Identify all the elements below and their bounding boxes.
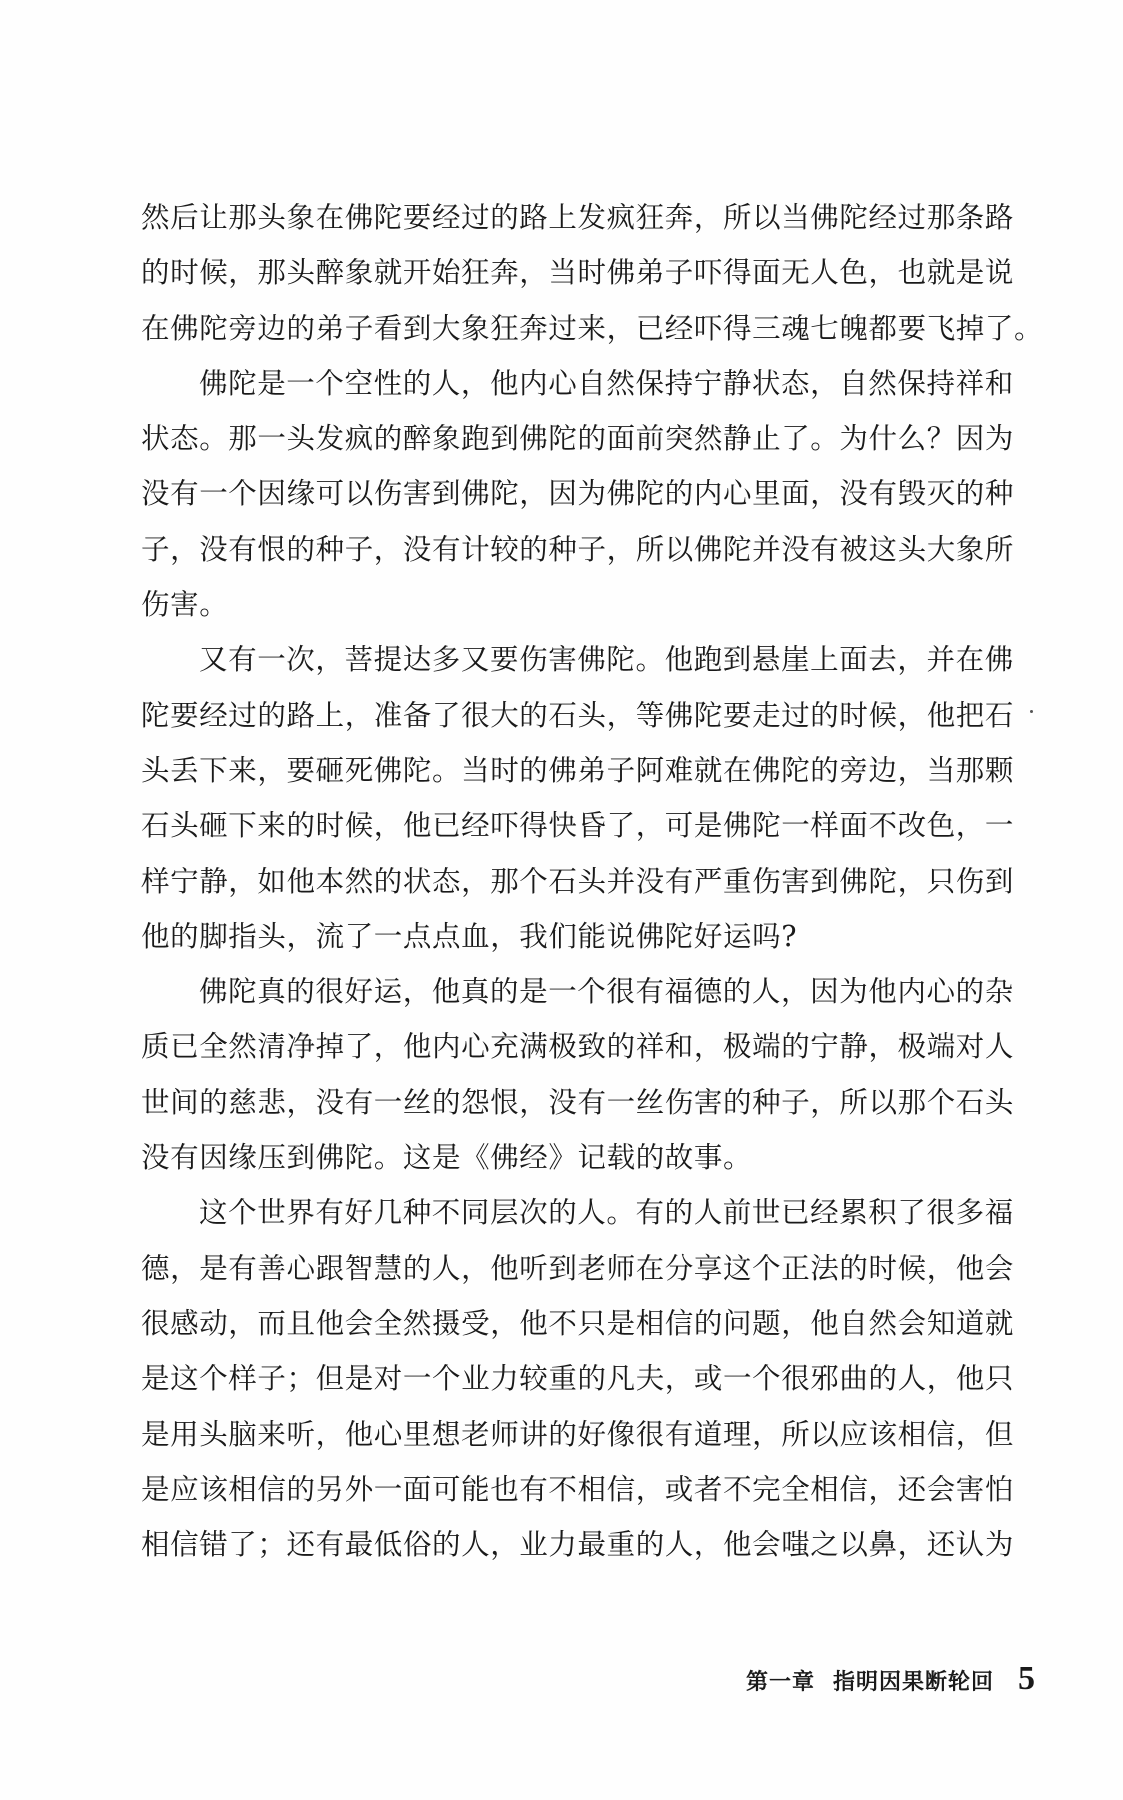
scan-speck: [1030, 710, 1033, 713]
text-line: 是这个样子；但是对一个业力较重的凡夫，或一个很邪曲的人，他只: [141, 1362, 1015, 1396]
text-line: 没有因缘压到佛陀。这是《佛经》记载的故事。: [141, 1141, 753, 1175]
text-line: 伤害。: [141, 588, 229, 622]
paragraph-first-line: 这个世界有好几种不同层次的人。有的人前世已经累积了很多福: [199, 1196, 1014, 1230]
text-line: 是用头脑来听，他心里想老师讲的好像很有道理，所以应该相信，但: [141, 1417, 1015, 1451]
text-line: 头丢下来，要砸死佛陀。当时的佛弟子阿难就在佛陀的旁边，当那颗: [141, 753, 1015, 787]
text-line: 德，是有善心跟智慧的人，他听到老师在分享这个正法的时候，他会: [141, 1251, 1015, 1285]
text-line: 在佛陀旁边的弟子看到大象狂奔过来，已经吓得三魂七魄都要飞掉了。: [141, 311, 1044, 345]
text-line: 状态。那一头发疯的醉象跑到佛陀的面前突然静止了。为什么？因为: [141, 422, 1015, 456]
text-line: 子，没有恨的种子，没有计较的种子，所以佛陀并没有被这头大象所: [141, 532, 1015, 566]
chapter-label: 第一章: [745, 1670, 815, 1695]
text-line: 是应该相信的另外一面可能也有不相信，或者不完全相信，还会害怕: [141, 1472, 1015, 1506]
paragraph-first-line: 佛陀是一个空性的人，他内心自然保持宁静状态，自然保持祥和: [199, 366, 1014, 400]
text-line: 世间的慈悲，没有一丝的怨恨，没有一丝伤害的种子，所以那个石头: [141, 1085, 1015, 1119]
body-text: [141, 190, 1044, 1572]
paragraph-first-line: 又有一次，菩提达多又要伤害佛陀。他跑到悬崖上面去，并在佛: [199, 643, 1014, 677]
text-line: 他的脚指头，流了一点点血，我们能说佛陀好运吗?: [141, 919, 798, 953]
text-line: 然后让那头象在佛陀要经过的路上发疯狂奔，所以当佛陀经过那条路: [141, 201, 1015, 234]
text-line: 很感动，而且他会全然摄受，他不只是相信的问题，他自然会知道就: [141, 1306, 1015, 1340]
text-line: 石头砸下来的时候，他已经吓得快昏了，可是佛陀一样面不改色，一: [141, 809, 1015, 843]
text-line: 样宁静，如他本然的状态，那个石头并没有严重伤害到佛陀，只伤到: [141, 864, 1015, 898]
chapter-title: 指明因果断轮回: [832, 1670, 994, 1695]
text-line: 没有一个因缘可以伤害到佛陀，因为佛陀的内心里面，没有毁灭的种: [141, 477, 1015, 511]
page-footer: [746, 1660, 1035, 1698]
paragraph-first-line: 佛陀真的很好运，他真的是一个很有福德的人，因为他内心的杂: [199, 975, 1014, 1009]
text-line: 相信错了；还有最低俗的人，业力最重的人，他会嗤之以鼻，还认为: [141, 1528, 1015, 1562]
page-number: 5: [1018, 1660, 1035, 1697]
text-line: 陀要经过的路上，准备了很大的石头，等佛陀要走过的时候，他把石: [141, 698, 1015, 732]
text-line: 质已全然清净掉了，他内心充满极致的祥和，极端的宁静，极端对人: [141, 1030, 1015, 1064]
text-line: 的时候，那头醉象就开始狂奔，当时佛弟子吓得面无人色，也就是说: [141, 256, 1015, 290]
